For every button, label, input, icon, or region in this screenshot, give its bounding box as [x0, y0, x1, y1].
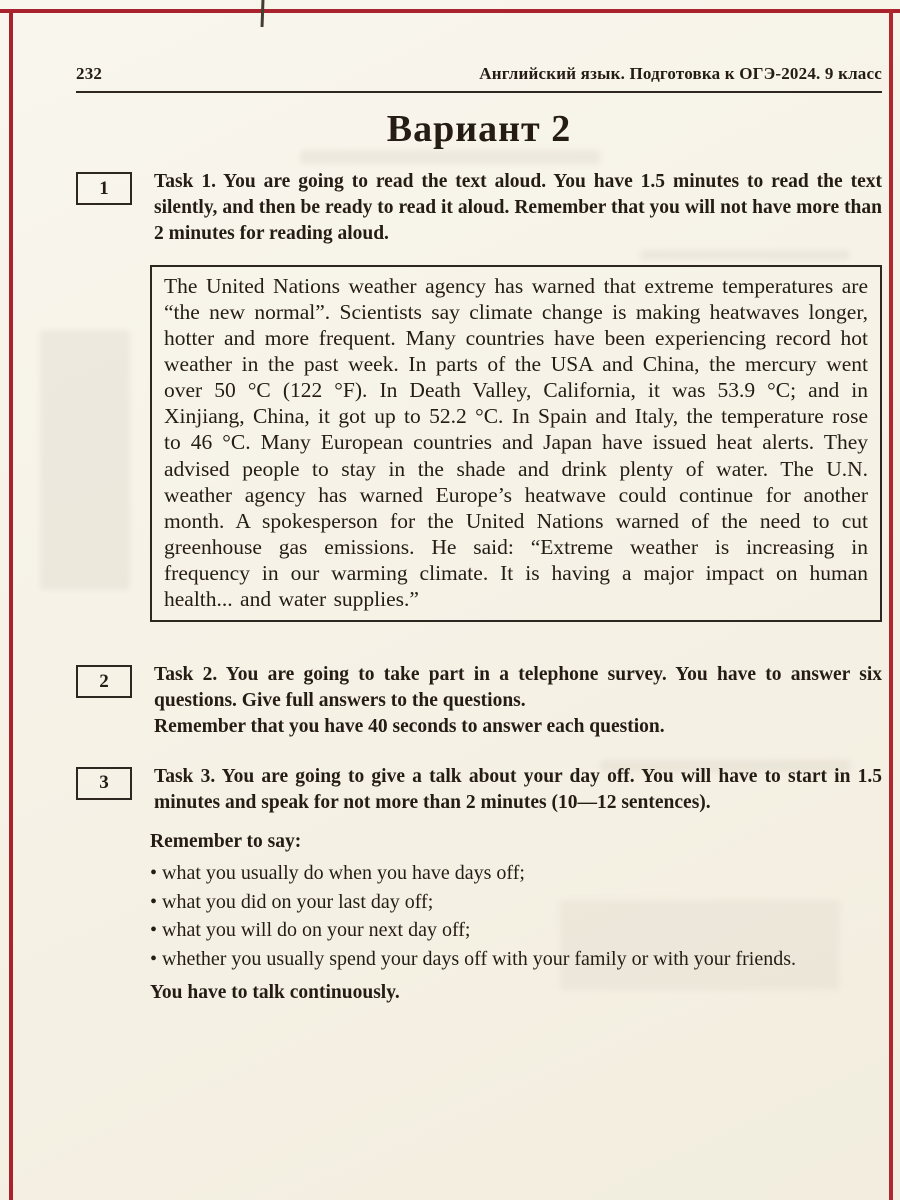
- page-number: 232: [76, 64, 103, 83]
- book-title: Английский язык. Подготовка к ОГЭ-2024. 9 класс: [479, 64, 882, 83]
- remember-to-say-label: Remember to say:: [150, 830, 302, 852]
- task-1-number-box: 1: [76, 172, 132, 205]
- say-item: • whether you usually spend your days off with your family or with your friends.: [150, 945, 882, 973]
- say-item: • what you usually do when you have days off;: [150, 859, 882, 887]
- task-3-instruction-text: Task 3. You are going to give a talk about your day off. You will have to start in 1.5 minutes and speak for not more than 2 minutes (10—12 sentences).: [154, 765, 882, 813]
- talk-continuously-note: You have to talk continuously.: [150, 982, 400, 1004]
- page-content: [76, 64, 882, 1007]
- task-1-instruction: [154, 169, 882, 247]
- scan-edge-top: [0, 9, 900, 13]
- page-header: [76, 64, 882, 93]
- remember-to-say-block: [150, 828, 882, 1007]
- remember-to-say-list: [150, 859, 882, 973]
- task-2-instruction-line2: Remember that you have 40 seconds to answer each question.: [154, 716, 665, 738]
- task-2-instruction-text: Task 2. You are going to take part in a telephone survey. You have to answer six questions. Give full answers to the questions.: [154, 664, 882, 712]
- task-2-number-box: 2: [76, 665, 132, 698]
- task-3-instruction: [154, 764, 882, 816]
- reading-passage-box: [150, 265, 882, 622]
- scan-tick-mark: [261, 0, 265, 27]
- task-2-instruction: [154, 662, 882, 740]
- say-item: • what you did on your last day off;: [150, 888, 882, 916]
- say-item: • what you will do on your next day off;: [150, 916, 882, 944]
- task-3-number-box: 3: [76, 767, 132, 800]
- task-2-section: [76, 662, 882, 740]
- scan-edge-right: [889, 9, 893, 1200]
- variant-title: Вариант 2: [386, 108, 572, 150]
- task-1-section: [76, 169, 882, 247]
- task-1-instruction-text: Task 1. You are going to read the text aloud. You have 1.5 minutes to read the text silently, and then be ready to read it aloud. Remember that you will not have more than 2 minutes for reading aloud.: [154, 171, 882, 244]
- scan-edge-left: [9, 9, 13, 1200]
- reading-passage-text: The United Nations weather agency has warned that extreme temperatures are “the new normal”. Scientists say climate change is making heatwaves longer, hotter and more frequent. Many countries have been experiencing record hot weather in the past week. In parts of the USA and China, the mercury went over 50 °C (122 °F). In Death Valley, California, it was 53.9 °C; and in Xinjiang, China, it got up to 52.2 °C. In Spain and Italy, the temperature rose to 46 °C. Many European countries and Japan have issued heat alerts. They advised people to stay in the shade and drink plenty of water. The U.N. weather agency has warned Europe’s heatwave could continue for another month. A spokesperson for the United Nations warned of the need to cut greenhouse gas emissions. He said: “Extreme weather is increasing in frequency in our warming climate. It is having a major impact on human health... and water supplies.”: [164, 273, 868, 612]
- task-3-section: [76, 764, 882, 816]
